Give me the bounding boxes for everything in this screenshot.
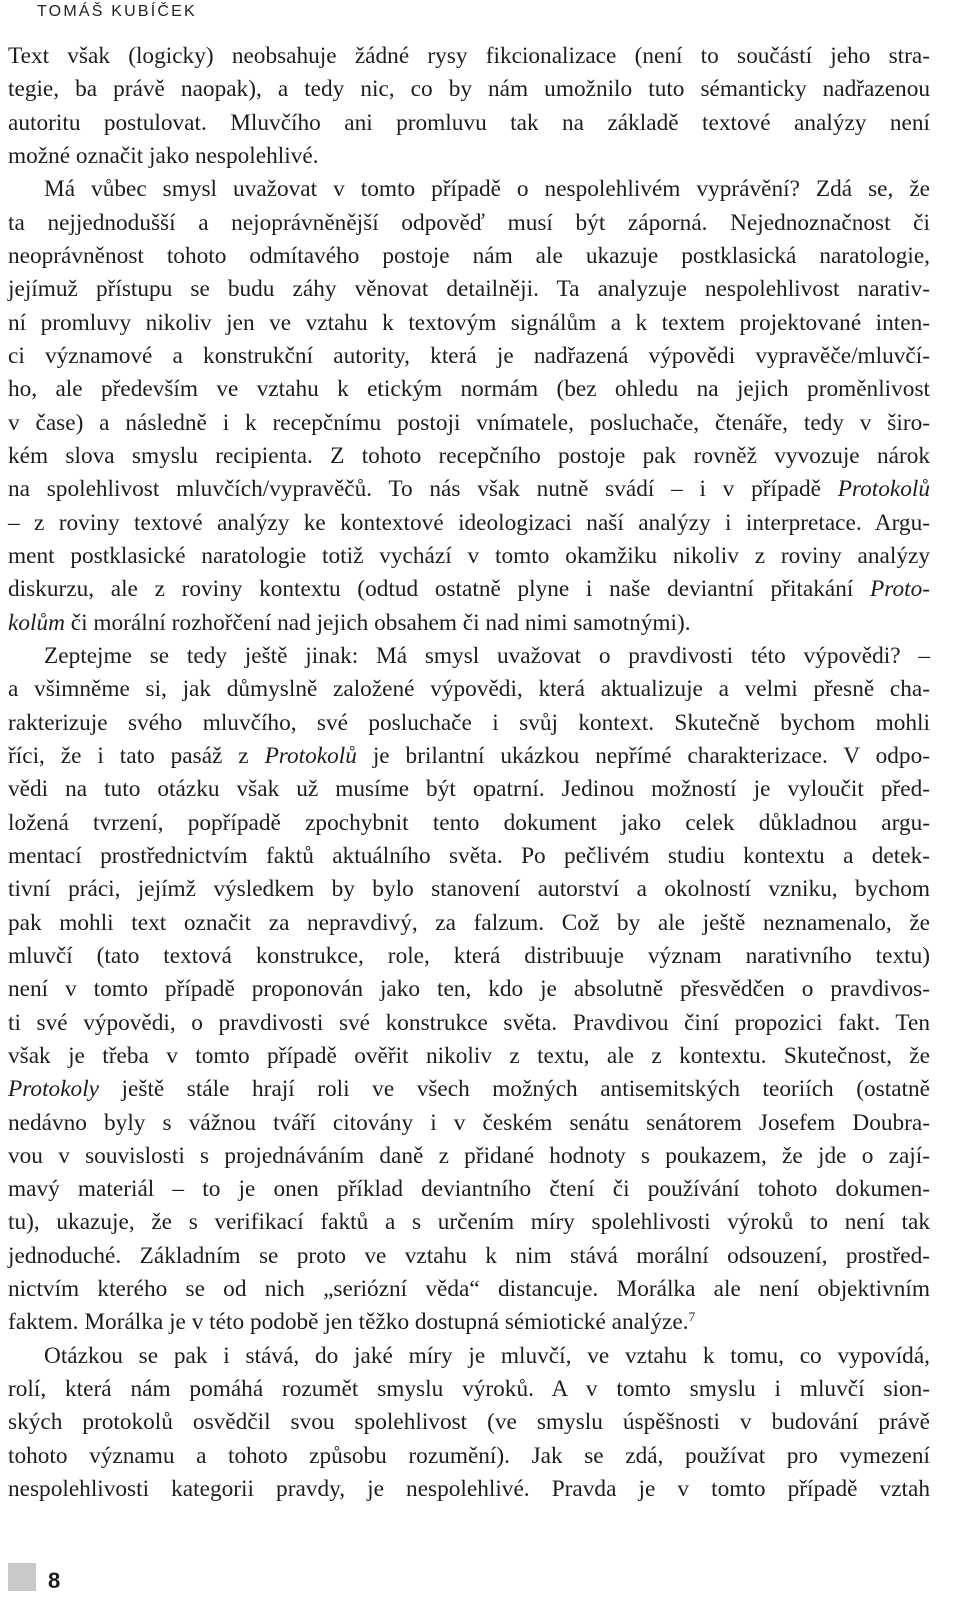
page-marker-square — [8, 1563, 36, 1591]
text-line: Má vůbec smysl uvažovat v tomto případě o nespolehlivém vyprávění? Zdá se, že — [44, 176, 930, 203]
text-line: ložená tvrzení, popřípadě zpochybnit tento dokument jako celek důkladnou argu- — [8, 809, 930, 836]
italic-title-protokoly: Protokoly — [8, 1076, 100, 1103]
body-text — [8, 40, 930, 1506]
text-line: tu), ukazuje, že s verifikací faktů a s určením míry spolehlivosti výroků to není tak — [8, 1209, 930, 1236]
text-line: vědi na tuto otázku však už musíme být opatrní. Jedinou možností je vyloučit před- — [8, 776, 930, 803]
text-line: v čase) a následně i k recepčnímu postoji vnímatele, posluchače, čtenáře, tedy v širo- — [8, 409, 930, 436]
text-line: autoritu postulovat. Mluvčího ani promluvu tak na základě textové analýzy není — [8, 109, 930, 136]
text-line: kém slova smyslu recipienta. Z tohoto recepčního postoje pak rovněž vyvozuje nárok — [8, 442, 930, 469]
text-line: pak mohli text označit za nepravdivý, za falzum. Což by ale ještě neznamenalo, že — [8, 909, 930, 936]
text-line: nictvím kterého se od nich „seriózní věda“ distancuje. Morálka ale není objektivním — [8, 1276, 930, 1303]
text-line: mluvčí (tato textová konstrukce, role, která distribuuje význam narativního textu) — [8, 942, 930, 969]
text-line: Text však (logicky) neobsahuje žádné rysy fikcionalizace (není to součástí jeho stra- — [8, 43, 930, 69]
text-line: tohoto významu a tohoto způsobu rozumění). Jak se zdá, používat pro vymezení — [8, 1442, 930, 1469]
text-line: – z roviny textové analýzy ke kontextové ideologizaci naší analýzy i interpretace. Argu- — [8, 509, 930, 536]
text-line: tegie, ba právě naopak), a tedy nic, co by nám umožnilo tuto sémanticky nadřazenou — [8, 76, 930, 103]
text-line: jejímuž přístupu se budu záhy věnovat detailněji. Ta analyzuje nespolehlivost narativ- — [8, 276, 930, 303]
text-line: není v tomto případě proponován jako ten, kdo je absolutně přesvědčen o pravdivos- — [8, 976, 930, 1003]
text-line: faktem. Morálka je v této podobě jen těžko dostupná sémiotické analýze.$^7$ — [8, 1309, 696, 1336]
text-line: diskurzu, ale z roviny kontextu (odtud ostatně plyne i naše deviantní přitakání Proto- — [8, 576, 930, 603]
text-line: na spolehlivost mluvčích/vypravěčů. To nás však nutně svádí – i v případě Protokolů — [8, 476, 930, 503]
italic-title-protokolu: Protokolů — [837, 476, 930, 503]
text-line: mentací prostřednictvím faktů aktuálního světa. Po pečlivém studiu kontextu a detek- — [8, 842, 930, 869]
text-line: ment postklasické naratologie totiž vychází v tomto okamžiku nikoliv z roviny analýzy — [8, 542, 930, 569]
text-line: vou v souvislosti s projednáváním daně z přidané hodnoty s poukazem, že jde o zají- — [8, 1142, 930, 1169]
text-line: možné označit jako nespolehlivé. — [8, 142, 319, 169]
text-line: ta nejjednodušší a nejoprávněnější odpověď musí být záporná. Nejednoznačnost či — [8, 209, 930, 236]
italic-title-protokolum: kolům — [8, 609, 65, 636]
text-line: však je třeba v tomto případě ověřit nikoliv z textu, ale z kontextu. Skutečnost, že — [8, 1042, 930, 1069]
italic-title-protokolum: Proto- — [870, 576, 930, 603]
text-line: tivní práci, jejímž výsledkem by bylo stanovení autorství a okolností vzniku, bychom — [8, 876, 930, 903]
italic-title-protokolu: Protokolů — [264, 742, 357, 769]
footnote-reference[interactable]: 7 — [688, 1309, 696, 1325]
text-line: rakterizuje svého mluvčího, své posluchače i svůj kontext. Skutečně bychom mohli — [8, 709, 930, 736]
text-line: říci, že i tato pasáž z Protokolů je brilantní ukázkou nepřímé charakterizace. V odpo- — [8, 742, 930, 769]
text-line: ti své výpovědi, o pravdivosti své konstrukce světa. Pravdivou činí propozici fakt. Ten — [8, 1009, 930, 1036]
text-line: ských protokolů osvědčil svou spolehlivost (ve smyslu úspěšnosti v budování právě — [8, 1409, 930, 1436]
text-line: ci významové a konstrukční autority, která je nadřazená výpovědi vypravěče/mluvčí- — [8, 342, 930, 369]
text-line: a všimněme si, jak důmyslně založené výpovědi, která aktualizuje a velmi přesně cha- — [8, 676, 930, 703]
text-line: Protokoly ještě stále hrají roli ve všech možných antisemitských teoriích (ostatně — [8, 1076, 930, 1103]
text-line: neoprávněnost tohoto odmítavého postoje nám ale ukazuje postklasická naratologie, — [8, 242, 930, 269]
text-line: mavý materiál – to je onen příklad deviantního čtení či používání tohoto dokumen- — [8, 1176, 930, 1203]
text-line: jednoduché. Základním se proto ve vztahu k nim stává morální odsouzení, prostřed- — [8, 1242, 930, 1269]
running-head-author: TOMÁŠ KUBÍČEK — [37, 3, 197, 20]
text-line: kolům či morální rozhořčení nad jejich obsahem či nad nimi samotnými). — [8, 609, 691, 636]
text-line: ní promluvy nikoliv jen ve vztahu k textovým signálům a k textem projektované inten- — [8, 309, 930, 336]
text-line: Zeptejme se tedy ještě jinak: Má smysl uvažovat o pravdivosti této výpovědi? – — [44, 642, 930, 669]
text-line: Otázkou se pak i stává, do jaké míry je mluvčí, ve vztahu k tomu, co vypovídá, — [44, 1342, 930, 1369]
text-line: nespolehlivosti kategorii pravdy, je nespolehlivé. Pravda je v tomto případě vztah — [8, 1476, 930, 1503]
text-line: nedávno byly s vážnou tváří citovány i v českém senátu senátorem Josefem Doubra- — [8, 1109, 930, 1136]
text-line: rolí, která nám pomáhá rozumět smyslu výroků. A v tomto smyslu i mluvčí sion- — [8, 1376, 930, 1403]
page-number: 8 — [48, 1568, 61, 1593]
text-line: ho, ale především ve vztahu k etickým normám (bez ohledu na jejich proměnlivost — [8, 376, 930, 403]
